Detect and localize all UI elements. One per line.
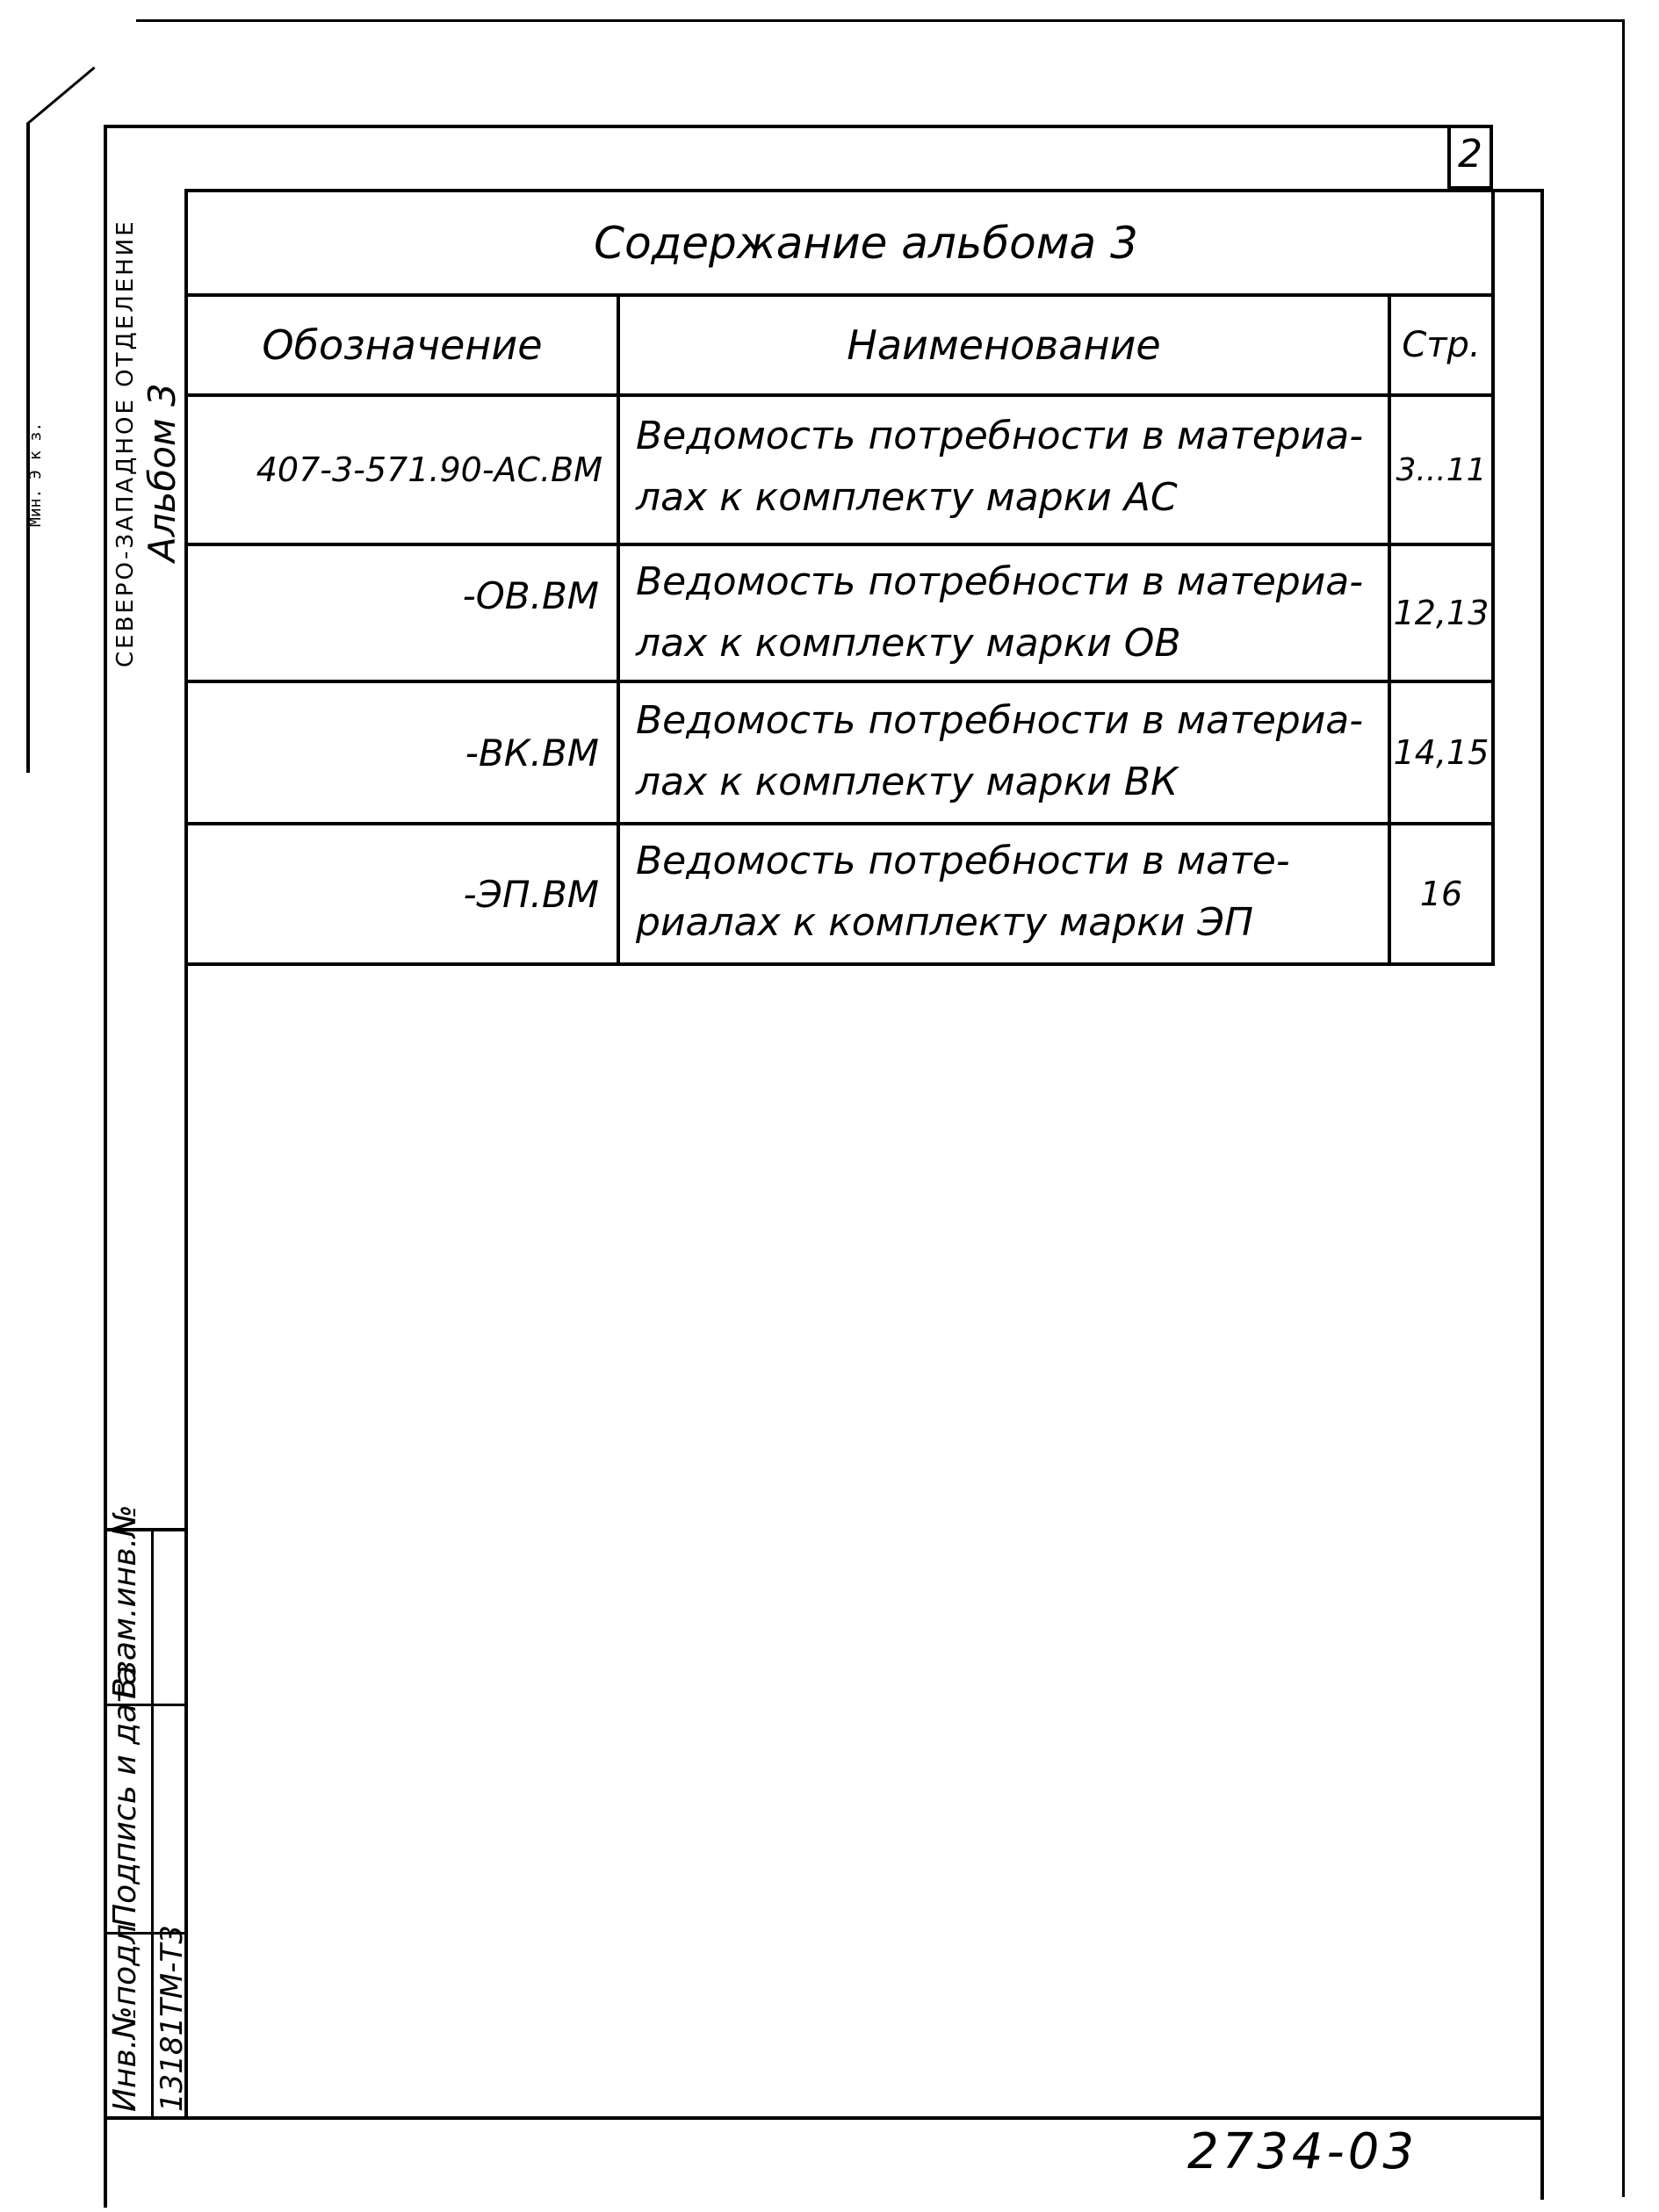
row-name: Ведомость потребности в материа- лах к комплекту марки ВК	[636, 698, 1364, 804]
table-row	[188, 546, 617, 680]
table-row	[188, 825, 617, 962]
side-label-inv: Инв.№подл	[107, 1923, 143, 2112]
contents-title-text: Содержание альбома 3	[594, 217, 1138, 269]
stamp-corner-line	[26, 67, 96, 126]
side-label-replace: Взам.инв.№	[107, 1504, 143, 1699]
sheet-border-top	[104, 125, 1489, 128]
row-designation: -ОВ.ВМ	[462, 573, 599, 617]
sheet-border-right	[1540, 189, 1544, 2200]
stamp-line1: Мин. Э к з.	[26, 422, 45, 527]
row-page: 16	[1419, 875, 1463, 913]
side-label-sign: Подпись и дата	[107, 1665, 143, 1927]
top-outer-frame	[136, 19, 1625, 22]
stamp-line2: СЕВЕРО-ЗАПАДНОЕ ОТДЕЛЕНИЕ	[112, 219, 139, 667]
side-table-mid-v	[151, 1528, 154, 2116]
row4-bottom-line	[184, 962, 1493, 966]
table-row	[188, 397, 617, 543]
page-number: 2	[1458, 132, 1482, 177]
inner-frame-bottom	[104, 2116, 1544, 2120]
col-divider-1	[617, 293, 620, 966]
row-page: 3...11	[1396, 451, 1487, 488]
row-page: 12,13	[1393, 594, 1489, 632]
row-name: Ведомость потребности в материа- лах к комплекту марки АС	[636, 414, 1364, 520]
contents-title	[188, 192, 1491, 293]
header-page: Стр.	[1402, 325, 1481, 365]
row-designation: -ЭП.ВМ	[463, 872, 599, 916]
row-name: Ведомость потребности в материа- лах к комплекту марки ОВ	[636, 559, 1364, 666]
right-outer-frame	[1622, 19, 1625, 2197]
header-name: Наименование	[847, 321, 1161, 369]
row-designation: -ВК.ВМ	[465, 731, 599, 775]
table-right-line	[1491, 189, 1495, 966]
row-name: Ведомость потребности в мате- риалах к комплекту марки ЭП	[636, 839, 1290, 945]
page-box-right	[1489, 125, 1493, 190]
stamp-album: Альбом 3	[141, 383, 184, 562]
page-box-left	[1447, 125, 1451, 190]
side-value-inv: 13181ТМ-Т3	[155, 1925, 190, 2112]
footer-number: 2734-03	[1187, 2123, 1417, 2180]
header-designation: Обозначение	[262, 321, 543, 369]
row-page: 14,15	[1393, 733, 1489, 772]
table-row	[188, 683, 617, 822]
row-designation: 407-3-571.90-АС.ВМ	[256, 450, 602, 489]
